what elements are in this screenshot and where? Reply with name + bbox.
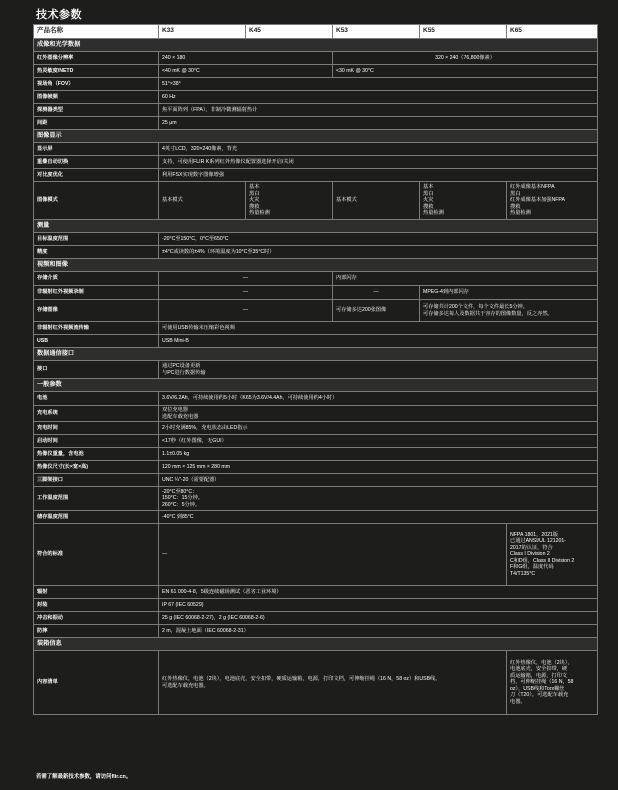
row-value: -40°C 到85°C	[159, 511, 598, 524]
table-row	[34, 435, 598, 448]
row-value: 内部闪存	[333, 272, 598, 286]
row-label: 封装	[34, 599, 159, 612]
row-value: 双位充电器 选配车载充电器	[159, 406, 598, 422]
header-label: 产品名称	[34, 25, 159, 39]
row-label: 充电时间	[34, 422, 159, 435]
table-row	[34, 117, 598, 130]
table-row	[34, 392, 598, 406]
table-row	[34, 78, 598, 91]
row-label: 冲击和振动	[34, 612, 159, 625]
table-row	[34, 651, 598, 715]
table-row	[34, 272, 598, 286]
table-row	[34, 286, 598, 300]
model-k45: K45	[246, 25, 333, 39]
section-row	[34, 259, 598, 272]
row-value: 4英寸LCD，320×240像素，背光	[159, 143, 598, 156]
row-value: 3.6V/6.2Ah，可持续使用约5小时（K65为3.6V/4.4Ah，可持续使用约4小时）	[159, 392, 598, 406]
table-row	[34, 91, 598, 104]
row-label: 防摔	[34, 625, 159, 638]
row-value: 焦平面阵列（FPA），非制冷微测辐射热计	[159, 104, 598, 117]
row-value: <30 mK @ 30°C	[333, 65, 598, 78]
model-k65: K65	[507, 25, 598, 39]
row-label: 存储图像	[34, 300, 159, 322]
row-value: ±4°C或读数的±4%（环境温度为10°C至35°C时）	[159, 246, 598, 259]
table-row	[34, 361, 598, 379]
row-value: <17秒（红外图像，无GUI）	[159, 435, 598, 448]
row-value: 可使用USB传输未压缩彩色视频	[159, 322, 598, 335]
row-label: 接口	[34, 361, 159, 379]
row-label: 热像仪尺寸(长×宽×高)	[34, 461, 159, 474]
row-label: 对比度优化	[34, 169, 159, 182]
table-row	[34, 300, 598, 322]
section-row	[34, 638, 598, 651]
row-value-k65: 红外热像仪，电池（2块）， 电池底壳，安全扣带，硬 质运输箱，电源，打印文 档，可伸缩挂绳（16 N，58 oz），USB线和Torx螺丝 刀（T20）。可选配车载充 电器。	[507, 651, 598, 715]
section-title: 测量	[34, 220, 598, 233]
row-label: 视场角（FOV）	[34, 78, 159, 91]
section-row	[34, 348, 598, 361]
table-row	[34, 612, 598, 625]
row-label: 储存温度范围	[34, 511, 159, 524]
model-k33: K33	[159, 25, 246, 39]
row-value: 通过PC设备更新 与PC进行数据传输	[159, 361, 598, 379]
mode-k65: 红外成像基本NFPA 黑白 红外成像基本加强NFPA 搜救 热量检测	[507, 182, 598, 220]
row-label: 工作温度范围	[34, 487, 159, 511]
table-row	[34, 65, 598, 78]
model-k55: K55	[420, 25, 507, 39]
row-value: 25 μm	[159, 117, 598, 130]
row-label: 存储介质	[34, 272, 159, 286]
row-label: 非辐射红外视频录制	[34, 286, 159, 300]
row-value: 240 × 180	[159, 52, 333, 65]
section-row	[34, 130, 598, 143]
section-title: 成像和光学数据	[34, 39, 598, 52]
header-row	[34, 25, 598, 39]
table-row	[34, 143, 598, 156]
mode-k33: 基本模式	[159, 182, 246, 220]
table-row	[34, 474, 598, 487]
row-value: USB Mini-B	[159, 335, 598, 348]
row-value: —	[333, 286, 420, 300]
row-label: 间距	[34, 117, 159, 130]
section-row	[34, 39, 598, 52]
row-value: 51°×38°	[159, 78, 598, 91]
row-value: -20°C至150°C，0°C至650°C	[159, 233, 598, 246]
row-value: 支持，可使用FLIR K系列红外热像仪配置器选择开启/关闭	[159, 156, 598, 169]
row-value: 可存储多达200张图像	[333, 300, 420, 322]
row-label: 非辐射红外视频流传输	[34, 322, 159, 335]
table-row	[34, 182, 598, 220]
row-value: UNC ¼"-20（需要配器）	[159, 474, 598, 487]
table-row	[34, 487, 598, 511]
mode-k53: 基本模式	[333, 182, 420, 220]
section-title: 图像显示	[34, 130, 598, 143]
row-value: —	[159, 286, 333, 300]
row-label: 热像仪重量，含电池	[34, 448, 159, 461]
row-label: 充电系统	[34, 406, 159, 422]
row-label: 辐射	[34, 586, 159, 599]
row-value: MPEG-4到内部闪存	[420, 286, 598, 300]
row-value: —	[159, 272, 333, 286]
table-row	[34, 625, 598, 638]
row-value: IP 67 (IEC 60529)	[159, 599, 598, 612]
row-label: 显示屏	[34, 143, 159, 156]
section-row	[34, 220, 598, 233]
table-row	[34, 246, 598, 259]
row-label: 红外图像分辨率	[34, 52, 159, 65]
row-label: 符合的标准	[34, 524, 159, 586]
row-label: USB	[34, 335, 159, 348]
row-label: 三脚架接口	[34, 474, 159, 487]
row-value: -20°C至80°C： 150°C：15分钟。 260°C：5分钟。	[159, 487, 598, 511]
row-value: EN 61 000-4-8，5级连续磁场测试（恶劣工业环境）	[159, 586, 598, 599]
model-k53: K53	[333, 25, 420, 39]
table-row	[34, 169, 598, 182]
row-value: 320 × 240（76,800像素）	[333, 52, 598, 65]
row-label: 重叠自动切换	[34, 156, 159, 169]
row-value: 利用FSX实现数字图像增强	[159, 169, 598, 182]
row-value: —	[159, 300, 333, 322]
row-label: 热灵敏度/NETD	[34, 65, 159, 78]
row-value: 120 mm × 125 mm × 280 mm	[159, 461, 598, 474]
row-value: 2 m，混凝土地面（IEC 60068-2-31）	[159, 625, 598, 638]
row-value: 60 Hz	[159, 91, 598, 104]
row-value: 可存储共计200个文件，每个文件最长5分钟。 可存储多达每人及数据共于容存的图像数量，反之亦然。	[420, 300, 598, 322]
table-row	[34, 322, 598, 335]
table-row	[34, 511, 598, 524]
table-row	[34, 406, 598, 422]
section-row	[34, 379, 598, 392]
table-row	[34, 104, 598, 117]
footer-note: 若需了解最新技术参数，请访问flir.cn。	[36, 774, 132, 780]
mode-k45: 基本 黑白 火灾 搜救 热量检测	[246, 182, 333, 220]
section-title: 一般参数	[34, 379, 598, 392]
table-row	[34, 586, 598, 599]
row-label: 启动时间	[34, 435, 159, 448]
row-label: 图像帧频	[34, 91, 159, 104]
table-row	[34, 52, 598, 65]
table-row	[34, 448, 598, 461]
row-label: 精度	[34, 246, 159, 259]
table-row	[34, 422, 598, 435]
row-value: 25 g (IEC 60068-2-27)，2 g (IEC 60068-2-6)	[159, 612, 598, 625]
table-row	[34, 524, 598, 586]
row-value-k65: NFPA 1801，2021版 已通过ANSI/UL 121201- 2017的认证，符合 Class I Division 2 C和D组，Class II Division 2 F和G组，温度代码 T4/T135°C	[507, 524, 598, 586]
row-value: 1.1±0.05 kg	[159, 448, 598, 461]
row-label: 图像模式	[34, 182, 159, 220]
table-row	[34, 335, 598, 348]
row-value: 红外热像仪，电池（2块），电池底壳，安全扣带，硬质运输箱，电源，打印文档，可伸缩挂绳（16 N，58 oz）和USB线。 可选配车载充电器。	[159, 651, 507, 715]
spec-table	[33, 24, 598, 715]
mode-k55: 基本 黑白 火灾 搜救 热量检测	[420, 182, 507, 220]
row-value: <40 mK @ 30°C	[159, 65, 333, 78]
row-label: 目标温度范围	[34, 233, 159, 246]
section-title: 数据通信接口	[34, 348, 598, 361]
row-label: 内容清单	[34, 651, 159, 715]
row-value: 2小时充满85%，充电状态由LED指示	[159, 422, 598, 435]
table-row	[34, 599, 598, 612]
row-label: 探测器类型	[34, 104, 159, 117]
table-row	[34, 461, 598, 474]
table-row	[34, 156, 598, 169]
table-row	[34, 233, 598, 246]
section-title: 视频和图像	[34, 259, 598, 272]
row-label: 电池	[34, 392, 159, 406]
section-title: 装箱信息	[34, 638, 598, 651]
page-title: 技术参数	[36, 9, 82, 21]
row-value: —	[159, 524, 507, 586]
